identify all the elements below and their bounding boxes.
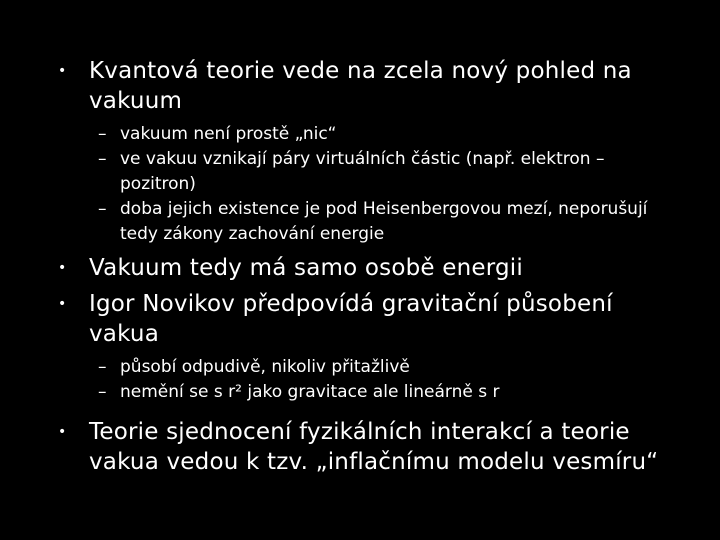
bullet-text: Vakuum tedy má samo osobě energii bbox=[89, 255, 523, 281]
sub-text: působí odpudivě, nikoliv přitažlivě bbox=[120, 357, 410, 377]
bullet-item bbox=[58, 56, 678, 116]
sub-text: doba jejich existence je pod Heisenbergovou mezí, neporušují tedy zákony zachování energie bbox=[120, 199, 648, 244]
sub-marker: – bbox=[98, 199, 107, 219]
bullet-text: Kvantová teorie vede na zcela nový pohled na vakuum bbox=[89, 58, 632, 114]
bullet-item bbox=[58, 417, 678, 477]
sub-text: vakuum není prostě „nic“ bbox=[120, 124, 337, 144]
sub-text: ve vakuu vznikají páry virtuálních částic (např. elektron –pozitron) bbox=[120, 149, 605, 194]
sub-marker: – bbox=[98, 149, 107, 169]
sub-item bbox=[58, 380, 678, 405]
sub-item bbox=[58, 355, 678, 380]
bullet-text: Igor Novikov předpovídá gravitační působení vakua bbox=[89, 291, 613, 347]
bullet-item bbox=[58, 289, 678, 349]
bullet-item bbox=[58, 253, 678, 283]
sub-marker: – bbox=[98, 382, 107, 402]
bullet-marker: • bbox=[58, 424, 67, 440]
sub-item bbox=[58, 197, 678, 247]
sub-marker: – bbox=[98, 357, 107, 377]
sub-item bbox=[58, 147, 678, 197]
bullet-text: Teorie sjednocení fyzikálních interakcí a teorie vakua vedou k tzv. „inflačnímu modelu vesmíru“ bbox=[89, 419, 659, 475]
sub-marker: – bbox=[98, 124, 107, 144]
bullet-marker: • bbox=[58, 63, 67, 79]
bullet-marker: • bbox=[58, 296, 67, 312]
slide-content bbox=[58, 56, 678, 477]
sub-text: nemění se s r² jako gravitace ale lineárně s r bbox=[120, 382, 500, 402]
bullet-marker: • bbox=[58, 260, 67, 276]
sub-item bbox=[58, 122, 678, 147]
